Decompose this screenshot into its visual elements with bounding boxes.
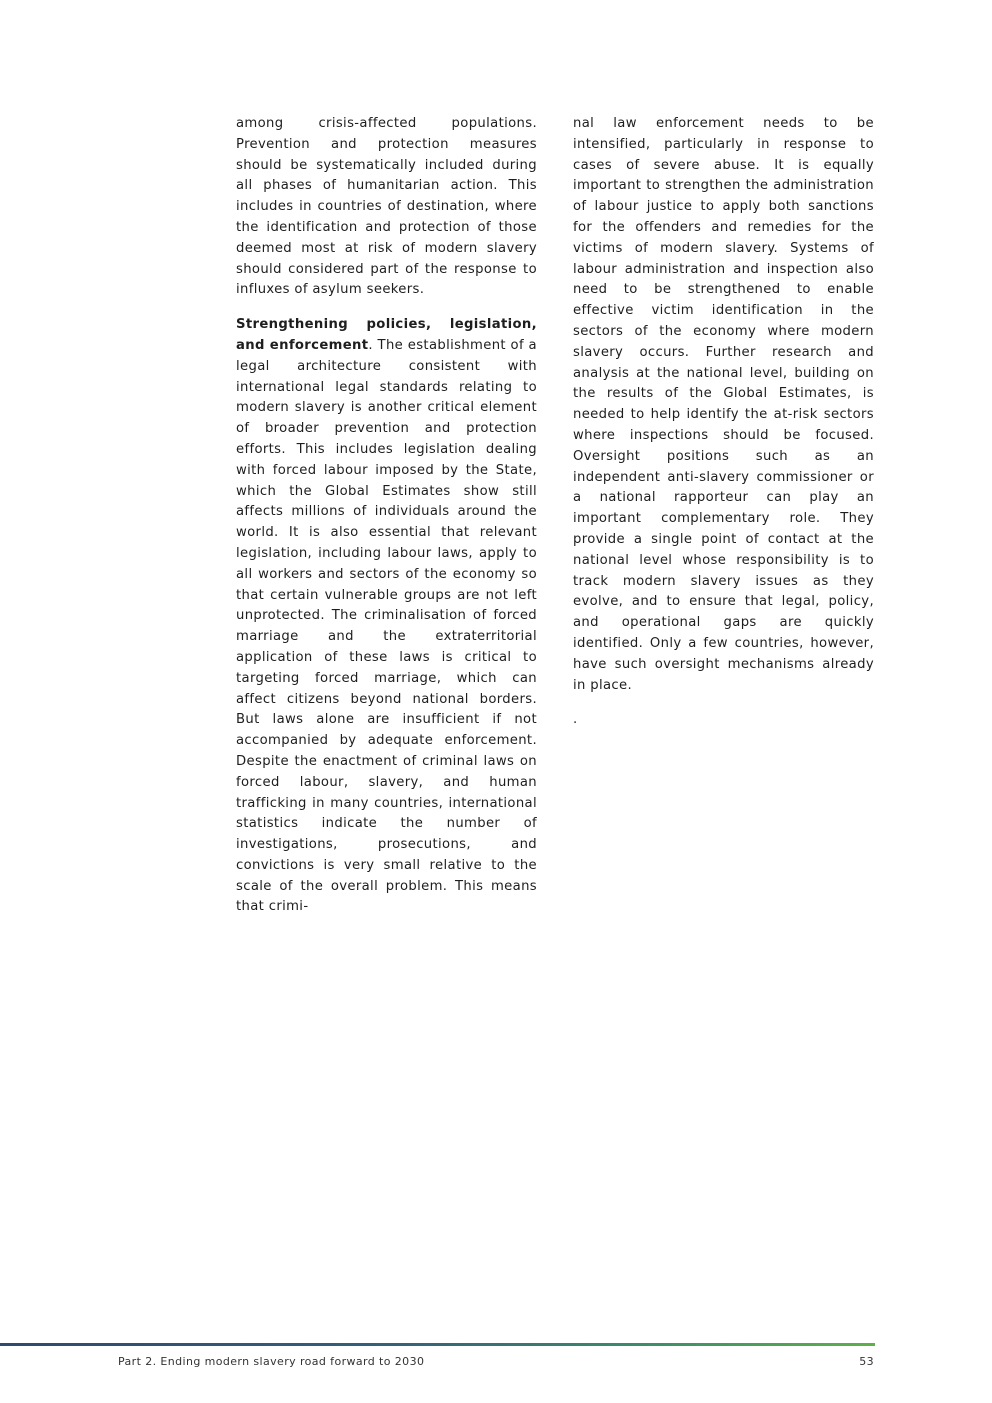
trailing-dot: . — [573, 712, 578, 728]
paragraph-heading-strengthening: Strengthening policies, legislation, and enforcement — [236, 317, 537, 353]
left-text-column — [236, 114, 537, 932]
footer-section-title: Part 2. Ending modern slavery road forward to 2030 — [118, 1355, 425, 1368]
paragraph-strengthening-policies — [236, 315, 537, 918]
paragraph-body-strengthening: . The establishment of a legal architecture consistent with international legal standards relating to modern slavery is another critical element of broader prevention and protection efforts. This includes legislation dealing with forced labour imposed by the State, which the Global Estimates show still affects millions of individuals around the world. It is also essential that relevant legislation, including labour laws, apply to all workers and sectors of the economy so that certain vulnerable groups are not left unprotected. The criminalisation of forced marriage and the extraterritorial application of these laws is critical to targeting forced marriage, which can affect citizens beyond national borders. But laws alone are insufficient if not accompanied by adequate enforcement. Despite the enactment of criminal laws on forced labour, slavery, and human trafficking in many countries, international statistics indicate the number of investigations, prosecutions, and convictions is very small relative to the scale of the overall problem. This means that crimi- — [236, 337, 537, 915]
right-text-column — [573, 114, 874, 745]
footer-divider — [0, 1343, 875, 1346]
paragraph-law-enforcement: nal law enforcement needs to be intensified, particularly in response to cases of severe abuse. It is equally important to strengthen the administration of labour justice to apply both sanctions for the offenders and remedies for the victims of modern slavery. Systems of labour administration and inspection also need to be strengthened to enable effective victim identification in the sectors of the economy where modern slavery occurs. Further research and analysis at the national level, building on the results of the Global Estimates, is needed to help identify the at-risk sectors where inspections should be focused. Oversight positions such as an independent anti-slavery commissioner or a national rapporteur can play an important complementary role. They provide a single point of contact at the national level whose responsibility is to track modern slavery issues as they evolve, and to ensure that legal, policy, and operational gaps are quickly identified. Only a few countries, however, have such oversight mechanisms already in place. — [573, 116, 874, 693]
page-number: 53 — [859, 1355, 874, 1368]
paragraph-crisis-affected: among crisis-affected populations. Prevention and protection measures should be systematically included during all phases of humanitarian action. This includes in countries of destination, where the identification and protection of those deemed most at risk of modern slavery should considered part of the response to influxes of asylum seekers. — [236, 116, 537, 298]
